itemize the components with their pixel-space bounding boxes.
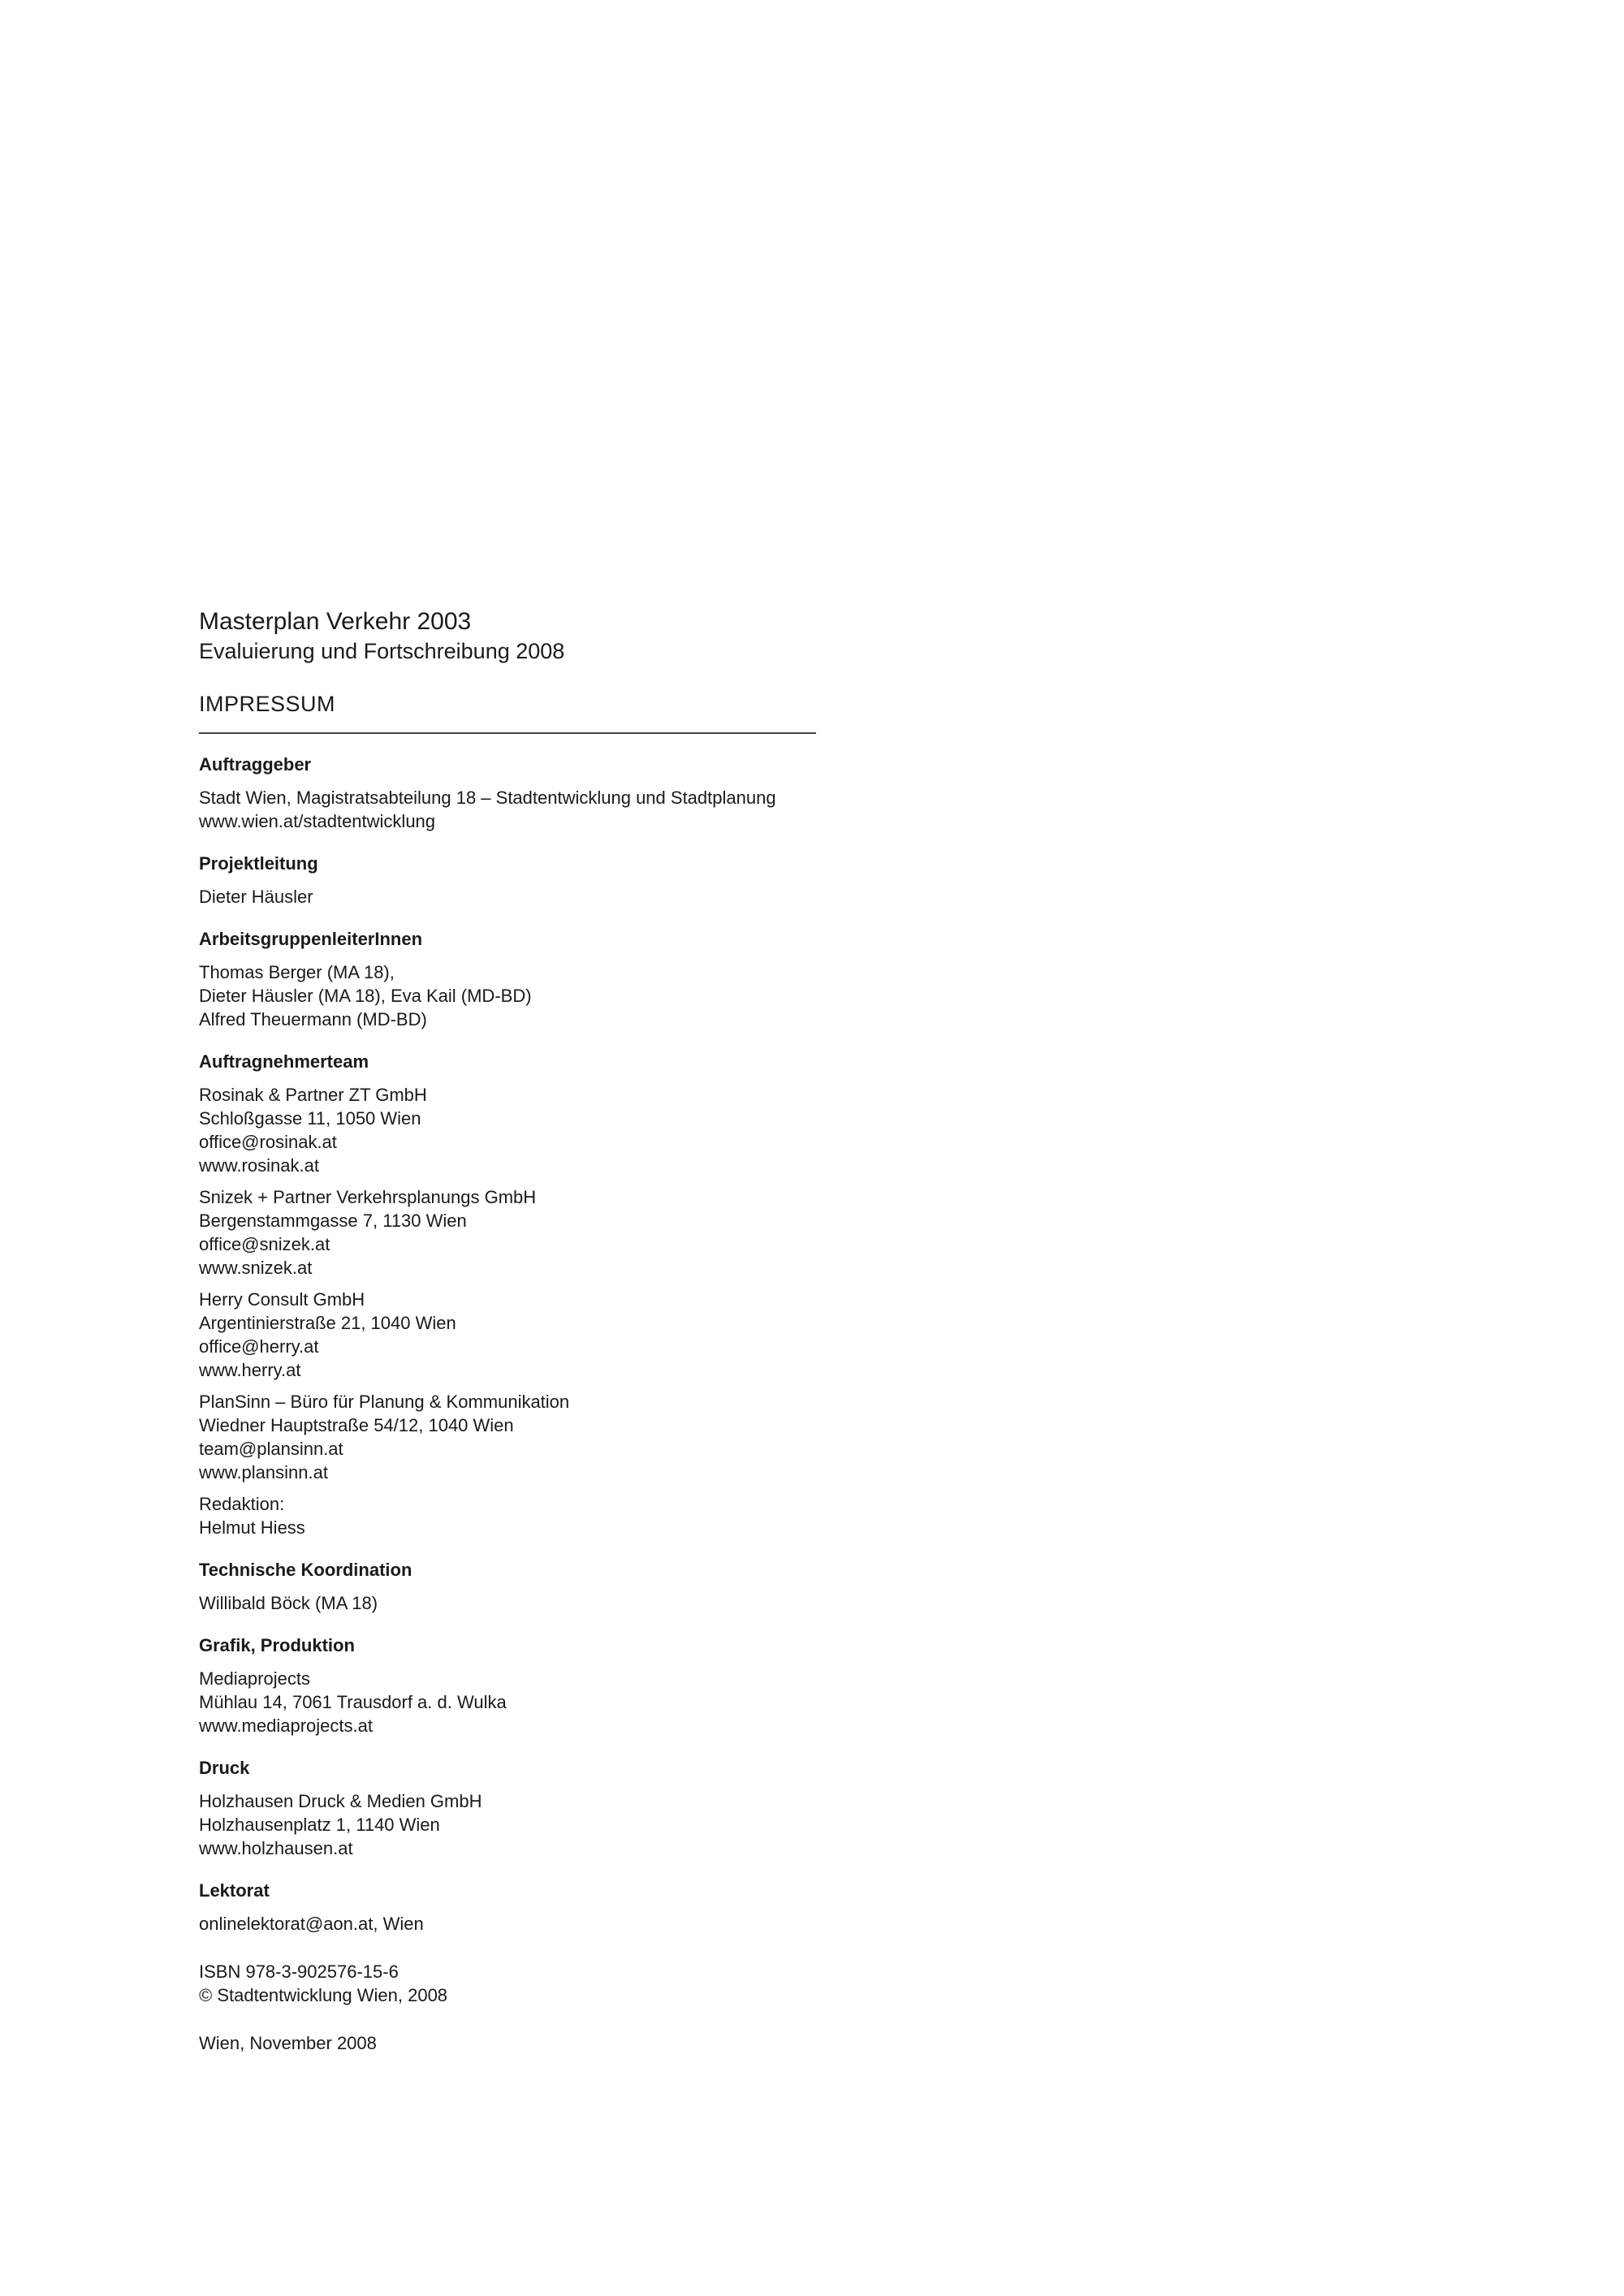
text-line: www.holzhausen.at bbox=[199, 1838, 353, 1858]
address-block bbox=[199, 1288, 816, 1382]
address-block bbox=[199, 885, 816, 908]
text-line: Stadt Wien, Magistratsabteilung 18 – Stadtentwicklung und Stadtplanung bbox=[199, 788, 776, 808]
section-title: ArbeitsgruppenleiterInnen bbox=[199, 929, 423, 949]
text-line: office@herry.at bbox=[199, 1336, 319, 1357]
address-block bbox=[199, 1492, 816, 1539]
imprint-footer-publication bbox=[199, 1960, 816, 2007]
address-block bbox=[199, 1083, 816, 1177]
imprint-section bbox=[199, 753, 816, 833]
text-line: Herry Consult GmbH bbox=[199, 1289, 365, 1310]
section-title: Auftragnehmerteam bbox=[199, 1051, 369, 1072]
text-line: Thomas Berger (MA 18), bbox=[199, 962, 395, 982]
document-subtitle: Evaluierung und Fortschreibung 2008 bbox=[199, 639, 565, 663]
imprint-section bbox=[199, 1634, 816, 1737]
text-line: Alfred Theuermann (MD-BD) bbox=[199, 1009, 427, 1029]
isbn: ISBN 978-3-902576-15-6 bbox=[199, 1962, 399, 1982]
text-line: office@rosinak.at bbox=[199, 1132, 337, 1152]
section-title: Auftraggeber bbox=[199, 754, 312, 775]
imprint-footer-date bbox=[199, 2031, 816, 2055]
copyright: © Stadtentwicklung Wien, 2008 bbox=[199, 1985, 448, 2005]
address-block bbox=[199, 1390, 816, 1484]
address-block bbox=[199, 1912, 816, 1936]
imprint-section bbox=[199, 1757, 816, 1860]
text-line: team@plansinn.at bbox=[199, 1439, 343, 1459]
text-line: www.plansinn.at bbox=[199, 1462, 328, 1482]
address-block bbox=[199, 1667, 816, 1737]
imprint-section bbox=[199, 852, 816, 908]
address-block bbox=[199, 786, 816, 833]
text-line: Dieter Häusler bbox=[199, 887, 313, 907]
text-line: Snizek + Partner Verkehrsplanungs GmbH bbox=[199, 1187, 537, 1207]
text-line: Holzhausenplatz 1, 1140 Wien bbox=[199, 1815, 440, 1835]
text-line: Mühlau 14, 7061 Trausdorf a. d. Wulka bbox=[199, 1692, 507, 1712]
address-block bbox=[199, 1185, 816, 1280]
imprint-page bbox=[199, 607, 816, 2055]
section-title: Lektorat bbox=[199, 1880, 270, 1901]
text-line: Holzhausen Druck & Medien GmbH bbox=[199, 1791, 482, 1811]
text-line: Argentinierstraße 21, 1040 Wien bbox=[199, 1313, 456, 1333]
place-date: Wien, November 2008 bbox=[199, 2033, 377, 2053]
text-line: Helmut Hiess bbox=[199, 1517, 305, 1538]
address-block bbox=[199, 1591, 816, 1615]
text-line: www.wien.at/stadtentwicklung bbox=[199, 811, 436, 831]
section-title: Grafik, Produktion bbox=[199, 1635, 355, 1655]
text-line: www.rosinak.at bbox=[199, 1155, 319, 1176]
text-line: Rosinak & Partner ZT GmbH bbox=[199, 1085, 427, 1105]
divider bbox=[199, 732, 816, 734]
text-line: www.snizek.at bbox=[199, 1258, 313, 1278]
section-title: Projektleitung bbox=[199, 853, 318, 874]
text-line: Redaktion: bbox=[199, 1494, 285, 1514]
imprint-sections bbox=[199, 753, 816, 1936]
imprint-section bbox=[199, 1559, 816, 1615]
section-title: Druck bbox=[199, 1758, 250, 1778]
text-line: www.mediaprojects.at bbox=[199, 1716, 373, 1736]
text-line: onlinelektorat@aon.at, Wien bbox=[199, 1914, 424, 1934]
address-block bbox=[199, 1789, 816, 1860]
text-line: Wiedner Hauptstraße 54/12, 1040 Wien bbox=[199, 1415, 514, 1435]
imprint-section bbox=[199, 1880, 816, 1936]
section-title: Technische Koordination bbox=[199, 1560, 412, 1580]
text-line: www.herry.at bbox=[199, 1360, 301, 1380]
address-block bbox=[199, 960, 816, 1031]
text-line: PlanSinn – Büro für Planung & Kommunikation bbox=[199, 1392, 570, 1412]
text-line: Schloßgasse 11, 1050 Wien bbox=[199, 1108, 421, 1129]
document-title: Masterplan Verkehr 2003 bbox=[199, 608, 472, 635]
text-line: Willibald Böck (MA 18) bbox=[199, 1593, 378, 1613]
text-line: Dieter Häusler (MA 18), Eva Kail (MD-BD) bbox=[199, 986, 532, 1006]
imprint-section bbox=[199, 1051, 816, 1539]
text-line: Bergenstammgasse 7, 1130 Wien bbox=[199, 1211, 467, 1231]
imprint-heading: IMPRESSUM bbox=[199, 692, 336, 716]
text-line: office@snizek.at bbox=[199, 1234, 330, 1254]
text-line: Mediaprojects bbox=[199, 1668, 310, 1689]
imprint-section bbox=[199, 928, 816, 1031]
